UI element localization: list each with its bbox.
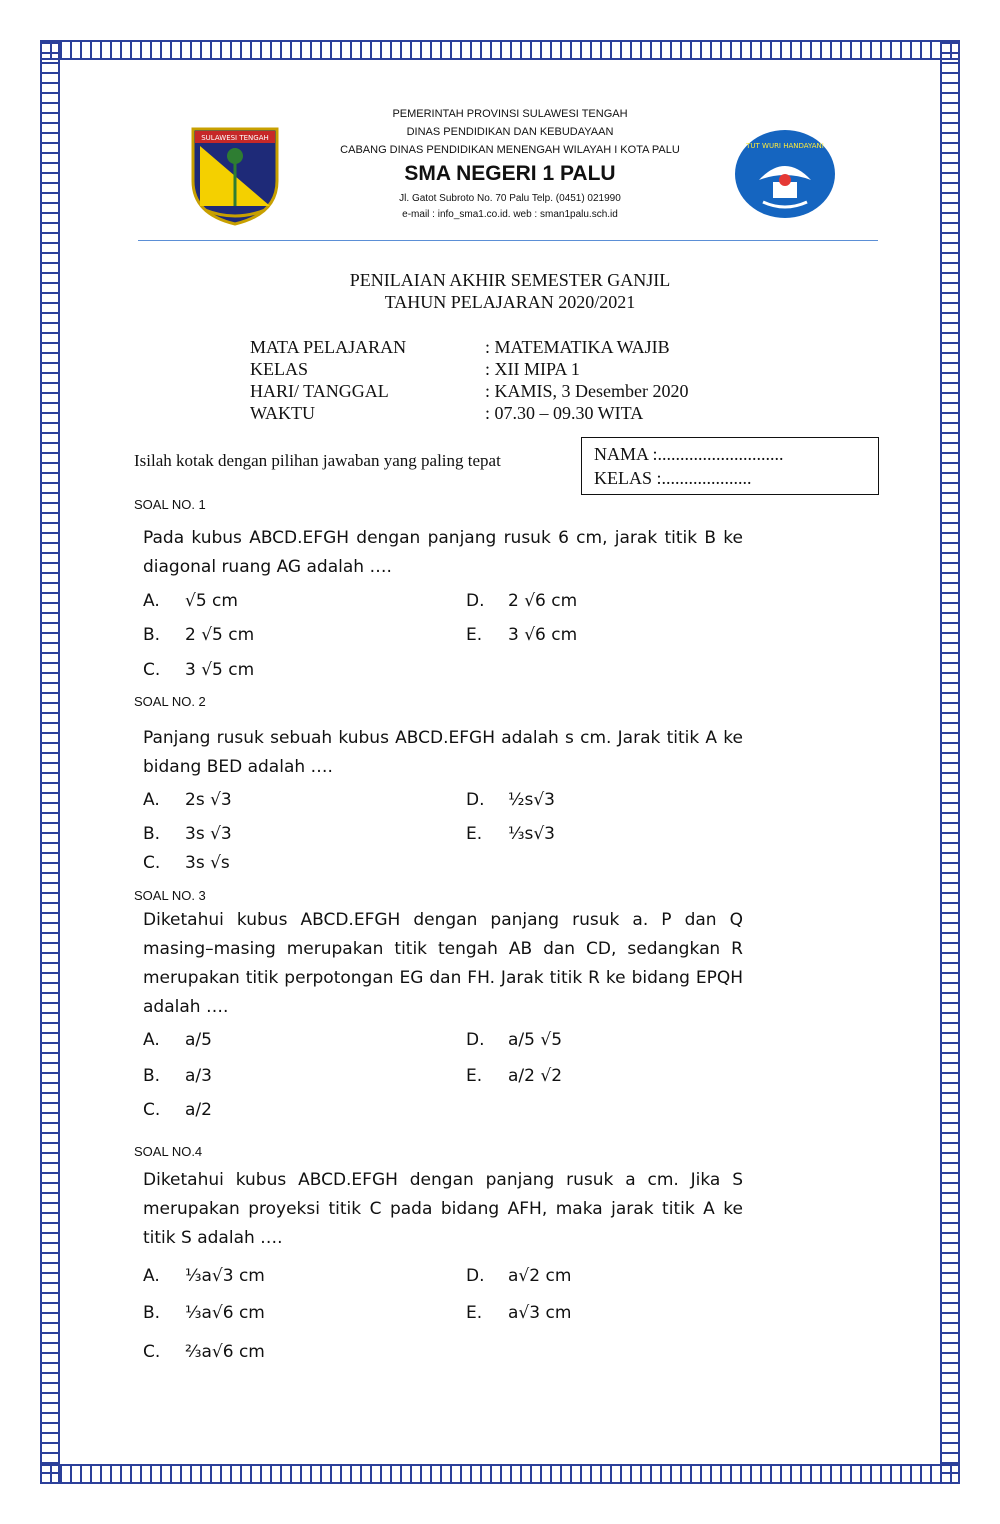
option-b[interactable] (143, 824, 232, 844)
school-address: Jl. Gatot Subroto No. 70 Palu Telp. (0451) 021990 (399, 193, 621, 204)
question-text: Panjang rusuk sebuah kubus ABCD.EFGH adalah s cm. Jarak titik A ke bidang BED adalah …. (143, 728, 743, 777)
option-letter: A. (143, 591, 160, 611)
option-letter: B. (143, 1066, 161, 1086)
header-department: DINAS PENDIDIKAN DAN KEBUDAYAAN (406, 126, 614, 138)
option-b[interactable] (143, 625, 254, 645)
option-letter: A. (143, 790, 160, 810)
option-letter: D. (466, 591, 485, 611)
logo-motto: TUT WURI HANDAYANI (746, 142, 824, 150)
tut-wuri-handayani-logo (733, 128, 837, 220)
info-value: : MATEMATIKA WAJIB (485, 337, 670, 357)
option-text: ⅔a√6 cm (185, 1342, 265, 1362)
option-letter: C. (143, 853, 161, 873)
option-letter: D. (466, 1030, 485, 1050)
option-e[interactable] (466, 625, 577, 645)
option-text: 3s √3 (185, 824, 232, 844)
option-letter: A. (143, 1030, 160, 1050)
exam-title: PENILAIAN AKHIR SEMESTER GANJIL (349, 270, 671, 290)
question-text: Diketahui kubus ABCD.EFGH dengan panjang rusuk a. P dan Q masing–masing merupakan titik tengah AB dan CD, sedangkan R merupakan titik perpotongan EG dan FH. Jarak titik R ke bidang EPQH adalah …. (143, 910, 743, 1017)
option-text: ⅓a√6 cm (185, 1303, 265, 1323)
option-text: a√2 cm (508, 1266, 572, 1286)
option-d[interactable] (466, 1266, 571, 1286)
option-b[interactable] (143, 1066, 212, 1086)
option-c[interactable] (143, 1342, 265, 1362)
option-e[interactable] (466, 1066, 562, 1086)
option-text: a/5 √5 (508, 1030, 563, 1050)
school-email: e-mail : info_sma1.co.id. web : sman1palu.sch.id (402, 209, 618, 220)
nama-field[interactable]: NAMA :............................ (594, 444, 784, 464)
option-letter: A. (143, 1266, 160, 1286)
option-c[interactable] (143, 1100, 212, 1120)
option-text: 3 √5 cm (185, 660, 255, 680)
question-label: SOAL NO.4 (134, 1144, 203, 1159)
option-text: a/2 √2 (508, 1066, 563, 1086)
option-letter: C. (143, 660, 161, 680)
option-text: ½s√3 (508, 790, 555, 810)
option-letter: B. (143, 1303, 161, 1323)
option-c[interactable] (143, 853, 230, 873)
option-letter: E. (466, 625, 483, 645)
info-label: HARI/ TANGGAL (250, 381, 389, 401)
option-d[interactable] (466, 1030, 562, 1050)
page-border-top (40, 40, 960, 60)
option-text: 3s √s (185, 853, 230, 873)
option-text: a/2 (185, 1100, 212, 1120)
exam-year: TAHUN PELAJARAN 2020/2021 (384, 292, 636, 312)
option-letter: B. (143, 824, 161, 844)
option-text: ⅓a√3 cm (185, 1266, 265, 1286)
info-label: MATA PELAJARAN (250, 337, 407, 357)
option-e[interactable] (466, 1303, 571, 1323)
page-border-right (940, 40, 960, 1484)
name-box (581, 437, 879, 495)
option-text: 2s √3 (185, 790, 232, 810)
option-d[interactable] (466, 790, 555, 810)
option-text: 2 √6 cm (508, 591, 578, 611)
option-letter: E. (466, 1303, 483, 1323)
school-name: SMA NEGERI 1 PALU (404, 162, 616, 185)
instruction-text: Isilah kotak dengan pilihan jawaban yang paling tepat (134, 451, 501, 470)
header-divider (138, 240, 878, 241)
option-d[interactable] (466, 591, 577, 611)
logo-caption: SULAWESI TENGAH (201, 134, 269, 142)
page-border-left (40, 40, 60, 1484)
question-text: Pada kubus ABCD.EFGH dengan panjang rusuk 6 cm, jarak titik B ke diagonal ruang AG adalah …. (143, 528, 743, 577)
question-label: SOAL NO. 2 (134, 694, 206, 709)
question-label: SOAL NO. 1 (134, 497, 206, 512)
header-government: PEMERINTAH PROVINSI SULAWESI TENGAH (392, 108, 628, 120)
option-a[interactable] (143, 1030, 212, 1050)
page-border-bottom (40, 1464, 960, 1484)
option-text: a/5 (185, 1030, 212, 1050)
option-e[interactable] (466, 824, 555, 844)
header-branch: CABANG DINAS PENDIDIKAN MENENGAH WILAYAH I KOTA PALU (340, 144, 680, 156)
option-text: 3 √6 cm (508, 625, 578, 645)
info-label: KELAS (250, 359, 308, 379)
option-text: 2 √5 cm (185, 625, 255, 645)
option-letter: C. (143, 1100, 161, 1120)
option-letter: D. (466, 790, 485, 810)
kelas-field[interactable]: KELAS :.................... (594, 468, 752, 488)
option-text: √5 cm (185, 591, 238, 611)
option-a[interactable] (143, 790, 232, 810)
option-letter: E. (466, 824, 483, 844)
sulawesi-tengah-logo (190, 126, 280, 226)
option-text: ⅓s√3 (508, 824, 555, 844)
question-label: SOAL NO. 3 (134, 888, 206, 903)
option-text: a/3 (185, 1066, 212, 1086)
info-value: : 07.30 – 09.30 WITA (485, 403, 644, 423)
option-text: a√3 cm (508, 1303, 572, 1323)
option-a[interactable] (143, 591, 238, 611)
option-a[interactable] (143, 1266, 265, 1286)
question-text: Diketahui kubus ABCD.EFGH dengan panjang rusuk a cm. Jika S merupakan proyeksi titik C pada bidang AFH, maka jarak titik A ke titik S adalah …. (143, 1170, 743, 1248)
option-letter: C. (143, 1342, 161, 1362)
option-letter: D. (466, 1266, 485, 1286)
option-b[interactable] (143, 1303, 265, 1323)
info-value: : KAMIS, 3 Desember 2020 (485, 381, 689, 401)
option-c[interactable] (143, 660, 254, 680)
info-value: : XII MIPA 1 (485, 359, 580, 379)
option-letter: E. (466, 1066, 483, 1086)
info-label: WAKTU (250, 403, 315, 423)
option-letter: B. (143, 625, 161, 645)
